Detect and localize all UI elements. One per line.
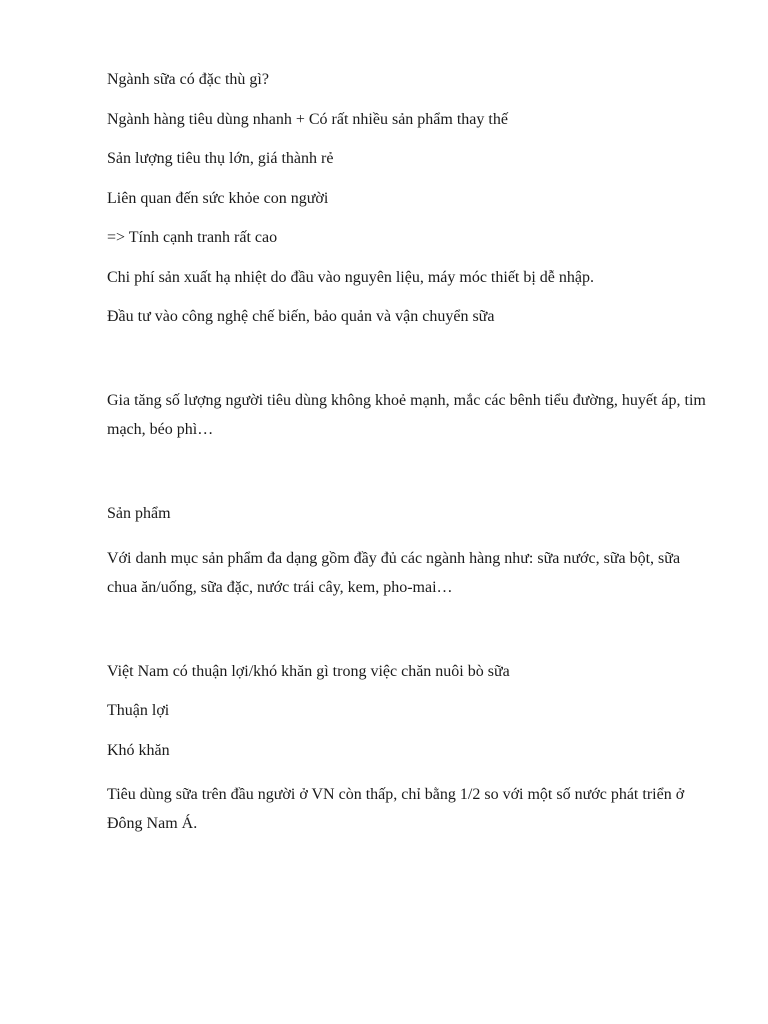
paragraph-production-cost: Chi phí sản xuất hạ nhiệt do đầu vào nguyên liệu, máy móc thiết bị dễ nhập. [107,268,595,286]
paragraph-high-competition: => Tính cạnh tranh rất cao [107,229,278,246]
paragraph-question-dairy-characteristics: Ngành sữa có đặc thù gì? [107,71,269,88]
paragraph-unhealthy-consumers: Gia tăng số lượng người tiêu dùng không khoẻ mạnh, mắc các bênh tiểu đường, huyết áp, tim mạch, béo phì… [107,392,706,438]
document-page [107,70,707,859]
paragraph-difficulties-heading: Khó khăn [107,741,170,759]
paragraph-advantages-heading: Thuận lợi [107,702,170,719]
blank-line [107,622,707,641]
paragraph-fmcg-substitutes: Ngành hàng tiêu dùng nhanh + Có rất nhiều sản phẩm thay thế [107,110,508,128]
blank-line [107,465,707,484]
paragraph-technology-investment: Đầu tư vào công nghệ chế biến, bảo quản và vận chuyển sữa [107,308,495,325]
paragraph-large-volume-low-price: Sản lượng tiêu thụ lớn, giá thành rẻ [107,150,334,167]
paragraph-health-related: Liên quan đến sức khỏe con người [107,189,329,207]
paragraph-vietnam-question: Việt Nam có thuận lợi/khó khăn gì trong việc chăn nuôi bò sữa [107,662,510,680]
blank-line [107,347,707,366]
paragraph-product-portfolio: Với danh mục sản phẩm đa dạng gồm đầy đủ các ngành hàng như: sữa nước, sữa bột, sữa chua ăn/uống, sữa đặc, nước trái cây, kem, pho-mai… [107,549,681,596]
paragraph-consumption-per-capita: Tiêu dùng sữa trên đầu người ở VN còn thấp, chỉ bằng 1/2 so với một số nước phát triển ở Đông Nam Á. [107,786,685,832]
paragraph-products-heading: Sản phẩm [107,505,171,522]
